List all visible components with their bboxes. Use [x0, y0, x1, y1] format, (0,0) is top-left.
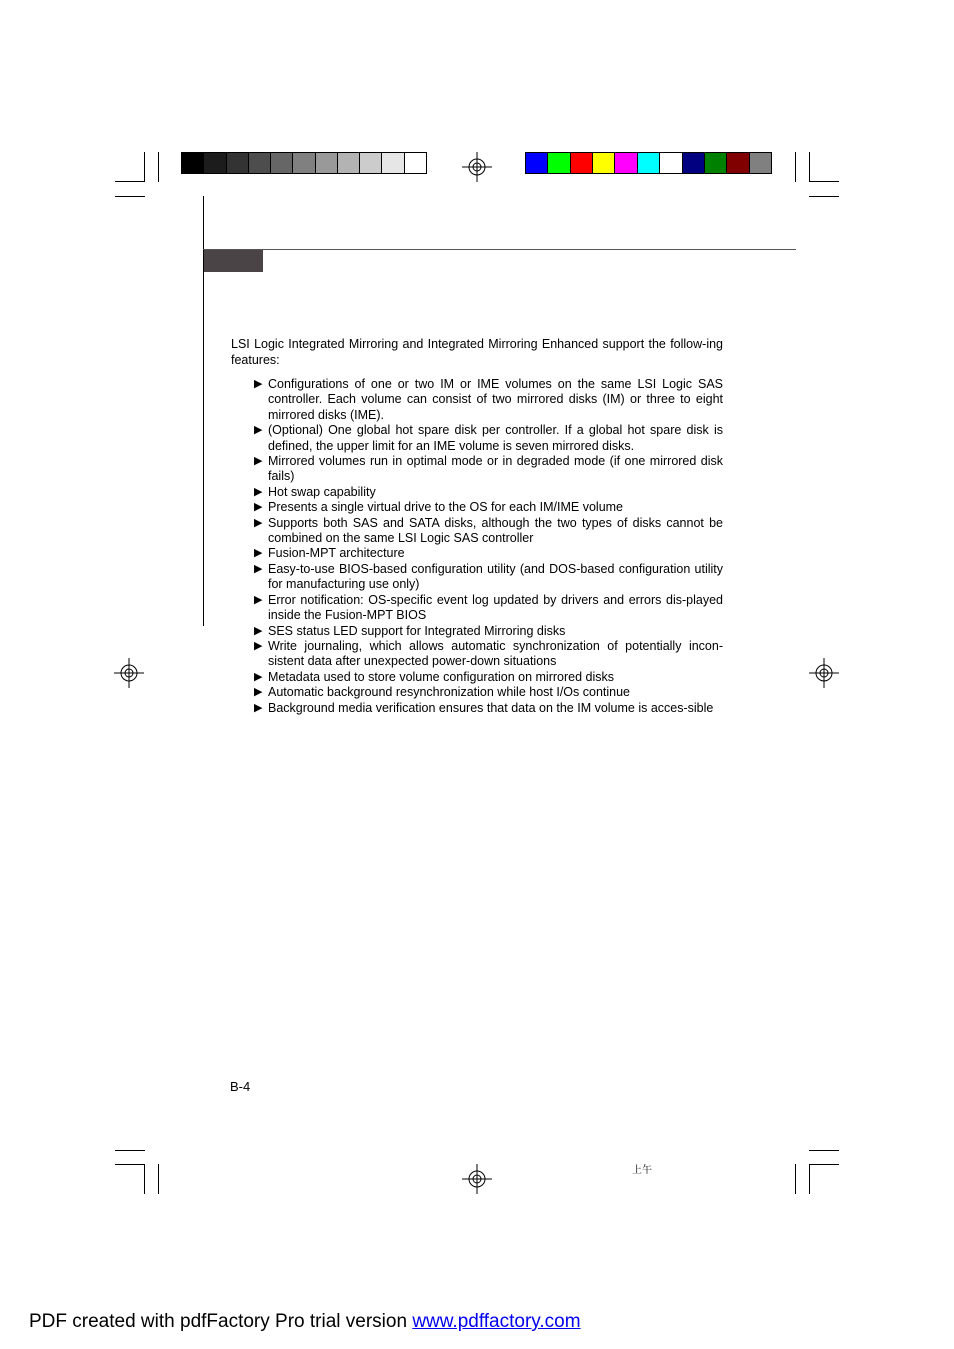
crop-mark: [158, 1164, 159, 1194]
crop-mark: [158, 152, 159, 182]
bullet-arrow-icon: ▶: [254, 455, 263, 468]
footer-link[interactable]: www.pdffactory.com: [412, 1311, 581, 1332]
color-calibration-bar: [525, 152, 772, 174]
feature-list: [254, 377, 723, 716]
bullet-arrow-icon: ▶: [254, 485, 263, 498]
bullet-arrow-icon: ▶: [254, 562, 263, 575]
bullet-arrow-icon: ▶: [254, 639, 263, 652]
crop-mark: [144, 152, 145, 182]
crop-mark: [115, 181, 145, 182]
list-item: [254, 685, 723, 700]
color-swatch: [338, 153, 360, 173]
list-item-text: SES status LED support for Integrated Mirroring disks: [268, 623, 566, 638]
crop-mark: [115, 196, 145, 197]
color-swatch: [727, 153, 749, 173]
list-item: [254, 624, 723, 639]
bullet-arrow-icon: ▶: [254, 624, 263, 637]
list-item: [254, 377, 723, 423]
crop-mark: [809, 1164, 839, 1165]
footer-text: PDF created with pdfFactory Pro trial version: [29, 1311, 413, 1332]
color-swatch: [271, 153, 293, 173]
color-swatch: [526, 153, 548, 173]
color-swatch: [405, 153, 426, 173]
list-item-text: Metadata used to store volume configuration on mirrored disks: [268, 669, 615, 684]
section-tab: [204, 250, 263, 272]
pdf-footer: [29, 1311, 581, 1333]
crop-mark: [144, 1164, 145, 1194]
list-item-text: Presents a single virtual drive to the OS for each IM/IME volume: [268, 500, 624, 515]
list-item: [254, 562, 723, 593]
list-item: [254, 670, 723, 685]
list-item: [254, 454, 723, 485]
bullet-arrow-icon: ▶: [254, 516, 263, 529]
list-item: [254, 701, 723, 716]
crop-mark: [115, 1150, 145, 1151]
color-swatch: [660, 153, 682, 173]
color-swatch: [293, 153, 315, 173]
print-stamp: 上午: [632, 1165, 652, 1176]
color-swatch: [571, 153, 593, 173]
bullet-arrow-icon: ▶: [254, 701, 263, 714]
registration-mark-icon: [114, 658, 144, 688]
list-item-text: Supports both SAS and SATA disks, although the two types of disks cannot be combined on the same LSI Logic SAS controller: [268, 515, 723, 546]
list-item-text: Automatic background resynchronization while host I/Os continue: [268, 685, 630, 700]
color-swatch: [615, 153, 637, 173]
list-item: [254, 639, 723, 670]
bullet-arrow-icon: ▶: [254, 501, 263, 514]
color-swatch: [249, 153, 271, 173]
list-item-text: Hot swap capability: [268, 484, 376, 499]
list-item-text: Write journaling, which allows automatic synchronization of potentially incon-sistent data after unexpected power-down situations: [268, 638, 723, 669]
crop-mark: [809, 196, 839, 197]
bullet-arrow-icon: ▶: [254, 547, 263, 560]
crop-mark: [809, 1164, 810, 1194]
color-swatch: [548, 153, 570, 173]
grayscale-calibration-bar: [181, 152, 427, 174]
color-swatch: [705, 153, 727, 173]
registration-mark-icon: [462, 152, 492, 182]
intro-paragraph: LSI Logic Integrated Mirroring and Integrated Mirroring Enhanced support the follow-ing features:: [231, 337, 723, 367]
page-number: B-4: [230, 1079, 251, 1094]
color-swatch: [204, 153, 226, 173]
list-item-text: Configurations of one or two IM or IME volumes on the same LSI Logic SAS controller. Each volume can consist of two mirrored disks (IM) or three to eight mirrored disks (IME).: [268, 377, 723, 422]
registration-mark-icon: [809, 658, 839, 688]
list-item-text: Background media verification ensures that data on the IM volume is acces-sible: [268, 700, 714, 715]
registration-mark-icon: [462, 1164, 492, 1194]
list-item: [254, 593, 723, 624]
crop-mark: [809, 152, 810, 182]
crop-mark: [795, 1164, 796, 1194]
list-item: [254, 423, 723, 454]
color-swatch: [360, 153, 382, 173]
list-item-text: (Optional) One global hot spare disk per controller. If a global hot spare disk is defined, the upper limit for an IME volume is seven mirrored disks.: [268, 423, 723, 453]
bullet-arrow-icon: ▶: [254, 686, 263, 699]
crop-mark: [809, 1150, 839, 1151]
list-item-text: Fusion-MPT architecture: [268, 546, 405, 561]
bullet-arrow-icon: ▶: [254, 670, 263, 683]
color-swatch: [750, 153, 771, 173]
list-item: [254, 516, 723, 547]
list-item: [254, 485, 723, 500]
list-item: [254, 500, 723, 515]
color-swatch: [683, 153, 705, 173]
bullet-arrow-icon: ▶: [254, 593, 263, 606]
bullet-arrow-icon: ▶: [254, 424, 263, 437]
crop-mark: [115, 1164, 145, 1165]
color-swatch: [316, 153, 338, 173]
list-item: [254, 546, 723, 561]
color-swatch: [182, 153, 204, 173]
page-frame-horizontal: [203, 249, 796, 250]
bullet-arrow-icon: ▶: [254, 378, 263, 390]
list-item-text: Mirrored volumes run in optimal mode or in degraded mode (if one mirrored disk fails): [268, 454, 723, 484]
list-item-text: Error notification: OS-specific event log updated by drivers and errors dis-played inside the Fusion-MPT BIOS: [268, 592, 723, 623]
list-item-text: Easy-to-use BIOS-based configuration utility (and DOS-based configuration utility for manufacturing use only): [268, 561, 723, 592]
crop-mark: [809, 181, 839, 182]
color-swatch: [593, 153, 615, 173]
color-swatch: [382, 153, 404, 173]
color-swatch: [638, 153, 660, 173]
color-swatch: [227, 153, 249, 173]
crop-mark: [795, 152, 796, 182]
